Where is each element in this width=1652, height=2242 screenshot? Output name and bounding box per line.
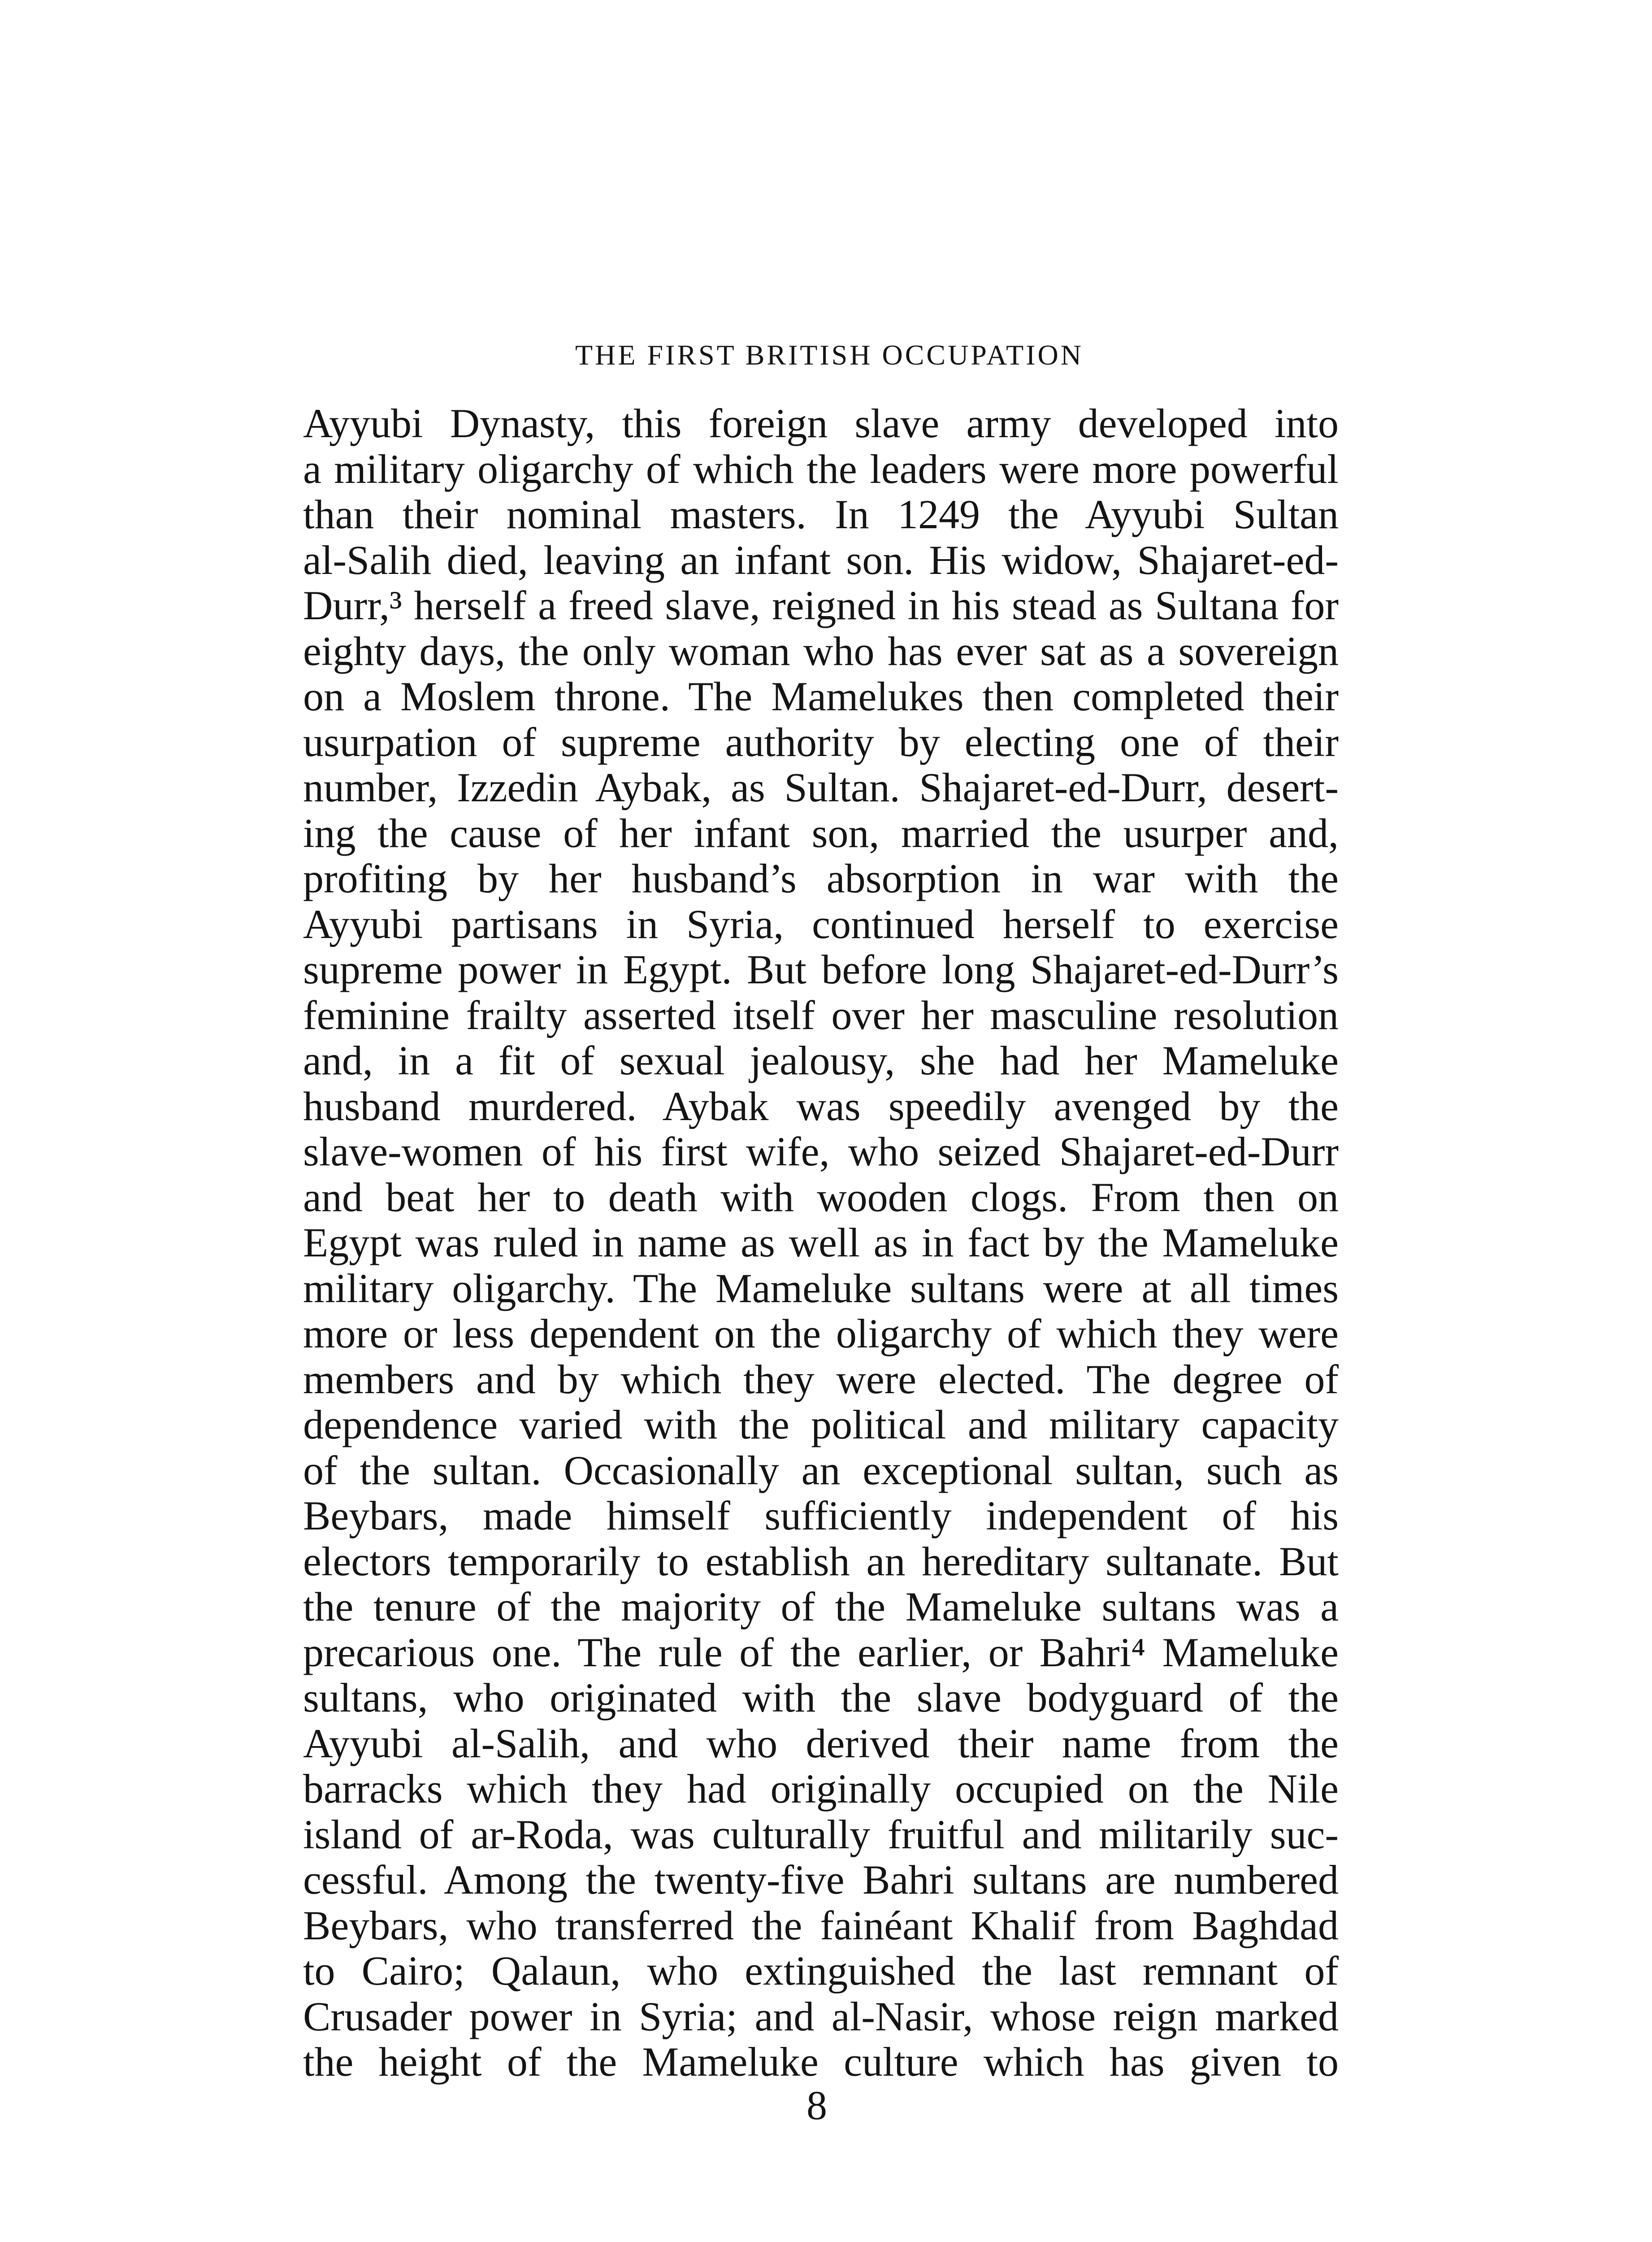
text-line: profiting by her husband’s absorption in war with the (303, 856, 1339, 901)
text-line: slave-women of his first wife, who seized Shajaret-ed-Durr (303, 1129, 1339, 1174)
text-line: al-Salih died, leaving an infant son. His widow, Shajaret-ed- (303, 537, 1339, 583)
text-line: more or less dependent on the oligarchy of which they were (303, 1311, 1339, 1356)
text-line: precarious one. The rule of the earlier, or Bahri⁴ Mameluke (303, 1629, 1339, 1675)
text-line: island of ar-Roda, was culturally fruitful and militarily suc- (303, 1811, 1339, 1857)
text-line: Beybars, who transferred the fainéant Khalif from Baghdad (303, 1902, 1339, 1948)
text-line: husband murdered. Aybak was speedily avenged by the (303, 1083, 1339, 1129)
text-line: sultans, who originated with the slave bodyguard of the (303, 1675, 1339, 1721)
text-line: of the sultan. Occasionally an exceptional sultan, such as (303, 1447, 1339, 1493)
text-line: feminine frailty asserted itself over her masculine resolution (303, 992, 1339, 1038)
running-head: THE FIRST BRITISH OCCUPATION (575, 339, 1084, 371)
text-line: Crusader power in Syria; and al-Nasir, whose reign marked (303, 1993, 1339, 2039)
text-line: Durr,³ herself a freed slave, reigned in his stead as Sultana for (303, 582, 1339, 628)
text-line: and beat her to death with wooden clogs. From then on (303, 1174, 1339, 1220)
text-line: eighty days, the only woman who has ever sat as a sovereign (303, 628, 1339, 674)
text-line: Ayyubi Dynasty, this foreign slave army developed into (303, 400, 1339, 446)
text-line: than their nominal masters. In 1249 the Ayyubi Sultan (303, 491, 1339, 537)
text-line: usurpation of supreme authority by electing one of their (303, 719, 1339, 765)
text-line: members and by which they were elected. The degree of (303, 1356, 1339, 1402)
text-line: Beybars, made himself sufficiently independent of his (303, 1493, 1339, 1538)
text-line: number, Izzedin Aybak, as Sultan. Shajaret-ed-Durr, desert- (303, 765, 1339, 810)
text-line: Ayyubi partisans in Syria, continued herself to exercise (303, 901, 1339, 947)
text-line: ing the cause of her infant son, married the usurper and, (303, 810, 1339, 856)
text-line: barracks which they had originally occupied on the Nile (303, 1766, 1339, 1812)
page-number: 8 (806, 2082, 827, 2128)
text-line: dependence varied with the political and military capacity (303, 1402, 1339, 1447)
body-text (303, 401, 1339, 2085)
text-line: Egypt was ruled in name as well as in fact by the Mameluke (303, 1220, 1339, 1265)
text-line: military oligarchy. The Mameluke sultans were at all times (303, 1265, 1339, 1311)
text-line: Ayyubi al-Salih, and who derived their name from the (303, 1720, 1339, 1766)
text-line: supreme power in Egypt. But before long Shajaret-ed-Durr’s (303, 947, 1339, 992)
text-line: and, in a fit of sexual jealousy, she had her Mameluke (303, 1038, 1339, 1083)
text-line: cessful. Among the twenty-five Bahri sultans are numbered (303, 1857, 1339, 1903)
text-line: the tenure of the majority of the Mameluke sultans was a (303, 1584, 1339, 1629)
text-line: the height of the Mameluke culture which has given to (303, 2039, 1339, 2085)
text-line: electors temporarily to establish an hereditary sultanate. But (303, 1538, 1339, 1584)
text-line: a military oligarchy of which the leaders were more powerful (303, 446, 1339, 492)
text-line: to Cairo; Qalaun, who extinguished the last remnant of (303, 1948, 1339, 1994)
text-line: on a Moslem throne. The Mamelukes then completed their (303, 673, 1339, 719)
